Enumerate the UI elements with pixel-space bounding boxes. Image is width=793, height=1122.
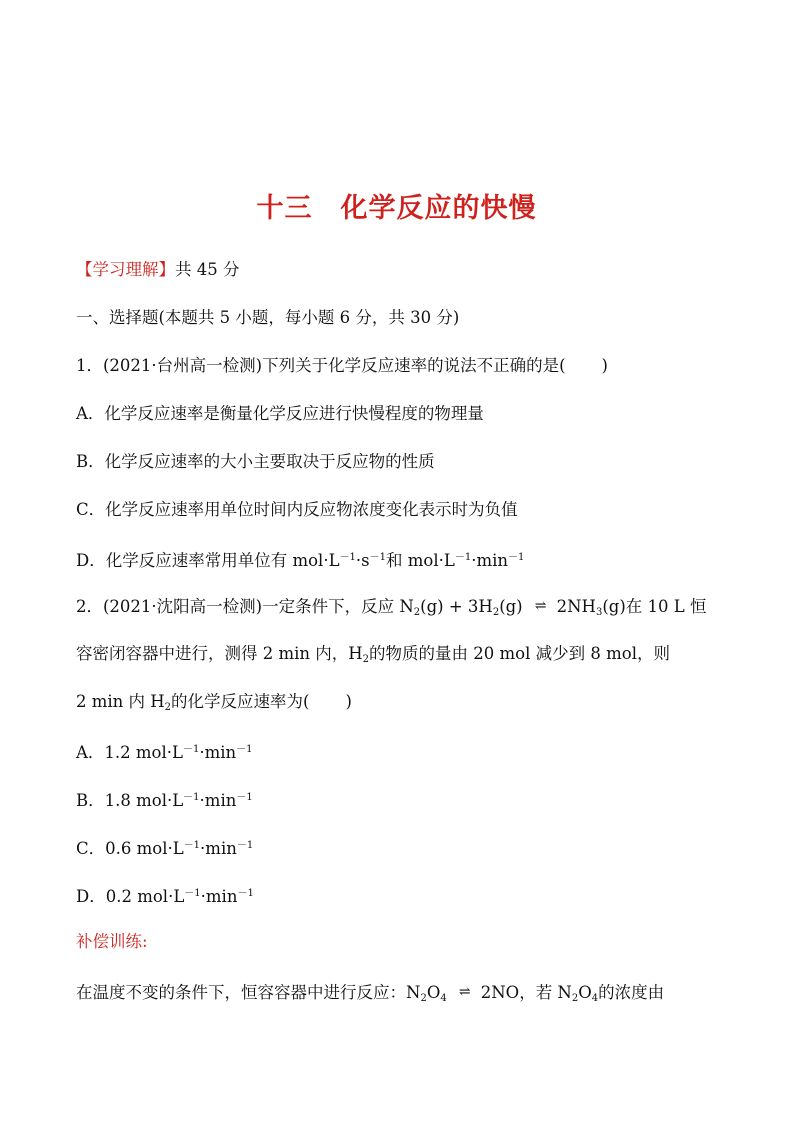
- equilibrium-arrow-icon: ⇌: [534, 598, 545, 614]
- question-1-stem: 1．(2021·台州高一检测)下列关于化学反应速率的说法不正确的是( ): [76, 356, 608, 375]
- part-heading: 一、选择题(本题共 5 小题，每小题 6 分，共 30 分): [76, 308, 460, 327]
- question-2-option-c: C．0.6 $mol\cdot L^{-1}\cdot\min^{-1}$: [76, 839, 254, 858]
- question-2-option-d: D．0.2 $mol\cdot L^{-1}\cdot\min^{-1}$: [76, 887, 254, 906]
- question-2-stem-line-2: 容密闭容器中进行，测得 2 min 内，$H_2$的物质的量由 20 mol 减少到 8 mol，则: [76, 644, 670, 665]
- question-2-stem-line-3: 2 min 内 $H_2$的化学反应速率为( ): [76, 692, 352, 713]
- title-text: 化学反应的快慢: [340, 193, 537, 224]
- section-tag: 【学习理解】: [76, 260, 175, 279]
- question-1-option-c: C．化学反应速率用单位时间内反应物浓度变化表示时为负值: [76, 500, 518, 519]
- supplement-heading: 补偿训练:: [76, 932, 148, 951]
- question-2-option-a: A．1.2 $mol\cdot L^{-1}\cdot\min^{-1}$: [76, 743, 253, 762]
- section-score: 共 45 分: [175, 260, 240, 279]
- question-2-option-b: B．1.8 $mol\cdot L^{-1}\cdot\min^{-1}$: [76, 791, 253, 810]
- page-title: [0, 186, 793, 225]
- supplement-line-1: 在温度不变的条件下，恒容容器中进行反应：$N_2O_4$ ⇌ 2NO，若 $N_2O_4$的浓度由: [76, 983, 665, 1004]
- section-header: [76, 259, 240, 281]
- equilibrium-arrow-icon: ⇌: [458, 984, 469, 1000]
- question-1-option-b: B．化学反应速率的大小主要取决于反应物的性质: [76, 452, 435, 471]
- title-number: 十三: [256, 193, 313, 224]
- question-1-option-d: D．化学反应速率常用单位有 $mol\cdot L^{-1}\cdot s^{-1}$和 $mol\cdot L^{-1}\cdot\min^{-1}$: [76, 551, 525, 570]
- question-2-stem-line-1: 2．(2021·沈阳高一检测)一定条件下，反应 $N_2(g) + 3H_2(g)$ ⇌ $2NH_3(g)$在 10 L 恒: [76, 597, 707, 618]
- question-1-option-a: A．化学反应速率是衡量化学反应进行快慢程度的物理量: [76, 404, 484, 423]
